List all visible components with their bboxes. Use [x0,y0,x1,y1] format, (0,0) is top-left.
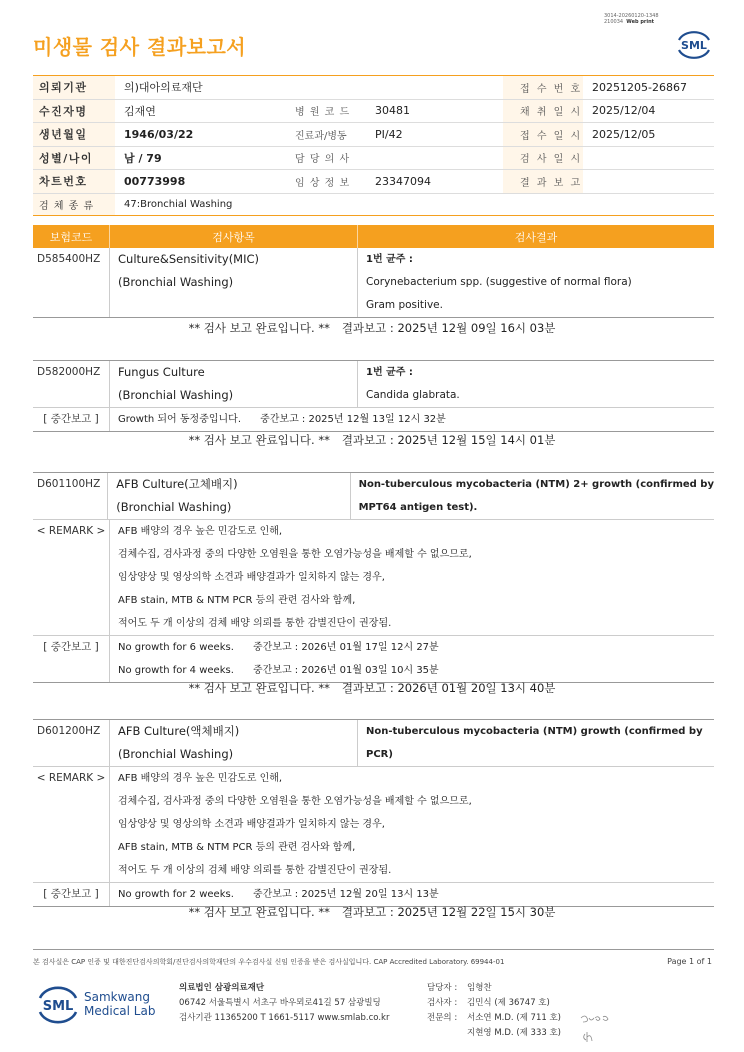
interim-time: 중간보고 : 2025년 12월 13일 12시 32분 [260,414,446,425]
table-row [33,408,714,431]
result-block-culture [33,248,714,318]
svg-text:SML: SML [42,999,74,1014]
interim-label: [ 중간보고 ] [43,413,99,425]
test-item: AFB Culture(액체배지) [118,724,240,738]
interim-time: 중간보고 : 2026년 01월 17일 12시 27분 [252,642,439,653]
test-specimen: (Bronchial Washing) [116,500,232,514]
test-date-value [583,147,714,170]
table-row [33,636,714,682]
specimen-value: 47:Bronchial Washing [124,198,233,210]
chart-value: 00773998 [124,174,186,188]
remark-line: AFB 배양의 경우 높은 민감도로 인해, [118,773,283,784]
test-code: D601200HZ [37,725,101,737]
table-row [33,767,714,883]
result-organism: Corynebacterium spp. (suggestive of normal flora) [366,276,632,288]
result-strain: 1번 균주 : [366,254,413,265]
collect-label: 채 취 일 시 [503,100,583,123]
sml-logo-icon [675,28,713,62]
doctor-label: 담 당 의 사 [295,154,351,166]
hosp-code-value: 30481 [375,104,410,118]
test-item: Fungus Culture [118,365,205,379]
remark-line: 검체수집, 검사과정 중의 다양한 오염원을 통한 오염가능성을 배제할 수 없으므로, [118,549,472,560]
test-code: D601100HZ [37,478,101,490]
remark-line: 적어도 두 개 이상의 검체 배양 의뢰를 통한 감별진단이 권장됨. [118,865,392,876]
dept-value: PI/42 [375,127,403,141]
interim-text: No growth for 2 weeks. [118,889,234,900]
result-block-afb-solid [33,472,714,683]
table-row [33,473,714,520]
report-label: 결 과 보 고 [503,170,583,193]
remark-line: AFB stain, MTB & NTM PCR 등의 관련 검사와 함께, [118,595,356,606]
dept-label: 진료과/병동 [295,130,347,142]
patient-info-table [33,75,714,216]
result-line-1: Non-tuberculous mycobacteria (NTM) 2+ growth (confirmed by [358,479,714,490]
result-block-afb-liquid [33,719,714,907]
complete-line: ** 검사 보고 완료입니다. ** 결과보고 : 2025년 12월 15일 14시 01분 [188,433,556,447]
chart-label: 차트번호 [33,170,115,193]
result-line-2: PCR) [366,749,393,760]
interim-time: 중간보고 : 2025년 12월 20일 13시 13분 [252,889,439,900]
interim-label: [ 중간보고 ] [43,641,99,653]
result-strain: 1번 균주 : [366,367,413,378]
test-date-label: 검 사 일 시 [503,147,583,170]
test-code: D585400HZ [37,253,101,265]
test-item: AFB Culture(고체배지) [116,477,238,491]
remark-label: < REMARK > [36,772,106,784]
collect-value: 2025/12/04 [592,104,656,118]
test-specimen: (Bronchial Washing) [118,747,234,761]
interim-label: [ 중간보고 ] [43,888,99,900]
interim-time: 중간보고 : 2026년 01월 03일 10시 35분 [252,665,439,676]
test-item: Culture&Sensitivity(MIC) [118,252,260,266]
sex-age-value: 남 / 79 [124,151,162,165]
print-id: 3014-20260120-1348 210034 Web print [604,13,659,25]
lab-name: Samkwang Medical Lab [84,990,156,1018]
remark-line: 적어도 두 개 이상의 검체 배양 의뢰를 통한 감별진단이 권장됨. [118,618,392,629]
interim-text: Growth 되어 동정중입니다. [118,414,242,425]
result-gram: Gram positive. [366,299,443,311]
remark-line: AFB stain, MTB & NTM PCR 등의 관련 검사와 함께, [118,842,356,853]
table-row [33,520,714,636]
interim-text: No growth for 6 weeks. [118,642,234,653]
report-value [583,170,714,193]
page-title: 미생물 검사 결과보고서 [33,35,247,59]
patient-value: 김재연 [124,104,156,118]
result-block-fungus [33,360,714,432]
remark-line: AFB 배양의 경우 높은 민감도로 인해, [118,526,283,537]
specimen-label: 검 체 종 류 [33,194,115,215]
dob-label: 생년월일 [33,123,115,146]
recv-label: 접 수 일 시 [503,123,583,146]
patient-label: 수진자명 [33,100,115,123]
remark-label: < REMARK > [36,525,106,537]
sml-logo-icon [36,983,80,1027]
page-number: Page 1 of 1 [667,957,712,966]
test-code: D582000HZ [37,366,101,378]
interim-text: No growth for 4 weeks. [118,665,234,676]
table-row [33,361,714,408]
remark-line: 임상양상 및 영상의학 소견과 배양결과가 일치하지 않는 경우, [118,819,385,830]
col-code: 보험코드 [33,225,110,248]
req-value: 의)대아의료재단 [124,81,203,95]
remark-line: 임상양상 및 영상의학 소견과 배양결과가 일치하지 않는 경우, [118,572,385,583]
remark-line: 검체수집, 검사과정 중의 다양한 오염원을 통한 오염가능성을 배제할 수 없으므로, [118,796,472,807]
table-row [33,720,714,767]
doctor-value [366,147,503,170]
test-specimen: (Bronchial Washing) [118,388,234,402]
sex-age-label: 성별/나이 [33,147,115,170]
dob-value: 1946/03/22 [124,127,194,141]
signature-icon [577,1012,617,1046]
result-line-2: MPT64 antigen test). [358,502,478,513]
svg-text:SML: SML [681,39,707,52]
table-row [33,883,714,906]
result-organism: Candida glabrata. [366,389,460,401]
staff-list: 담당자 : 임형찬 검사자 : 김민식 (제 36747 호) 전문의 : 서소연 M.D. (제 711 호) 지현영 M.D. (제 333 호) [427,983,562,1038]
table-row [33,248,714,317]
footer-divider [33,949,714,950]
complete-line: ** 검사 보고 완료입니다. ** 결과보고 : 2026년 01월 20일 13시 40분 [188,681,556,695]
req-label: 의뢰기관 [33,76,115,99]
hosp-code-label: 병 원 코 드 [295,107,351,119]
recv-no-label: 접 수 번 호 [503,76,583,99]
complete-line: ** 검사 보고 완료입니다. ** 결과보고 : 2025년 12월 09일 16시 03분 [188,321,556,335]
lab-address: 의료법인 삼광의료재단 06742 서울특별시 서초구 바우뫼로41길 57 삼광빌딩 검사기관 11365200 T 1661-5117 www.smlab.co.kr [179,983,390,1023]
clinical-value: 23347094 [375,174,431,188]
test-specimen: (Bronchial Washing) [118,275,234,289]
recv-value: 2025/12/05 [592,127,656,141]
recv-no-value: 20251205-26867 [592,80,687,94]
result-line-1: Non-tuberculous mycobacteria (NTM) growth (confirmed by [366,726,703,737]
clinical-label: 임 상 정 보 [295,177,351,189]
result-table-header [33,225,714,248]
col-item: 검사항목 [110,225,358,248]
cap-notice: 본 검사실은 CAP 인증 및 대한진단검사의학회/진단검사의학재단의 우수검사실 신임 인증을 받은 검사실입니다. CAP Accredited Laboratory. 69944-01 [33,958,505,966]
col-result: 검사결과 [514,230,558,244]
complete-line: ** 검사 보고 완료입니다. ** 결과보고 : 2025년 12월 22일 15시 30분 [188,905,556,919]
